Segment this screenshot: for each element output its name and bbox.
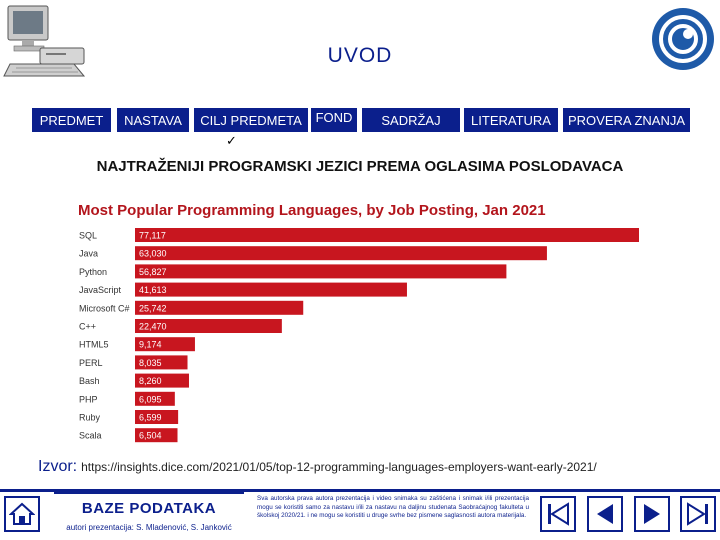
bar-value-label: 8,260 [139,376,162,387]
category-label: Ruby [79,412,101,423]
bar-value-label: 63,030 [139,248,167,259]
last-slide-icon [682,498,714,530]
nav-item-sadrzaj[interactable]: SADRŽAJ [362,108,460,132]
bar-value-label: 8,035 [139,357,162,368]
bar-value-label: 56,827 [139,266,167,277]
bar [135,228,639,242]
chart-title: Most Popular Programming Languages, by Job Posting, Jan 2021 [78,202,546,219]
bar-value-label: 77,117 [139,230,166,241]
bar-value-label: 22,470 [139,321,167,332]
next-slide-icon [636,498,668,530]
previous-slide-button[interactable] [587,496,623,532]
bar-value-label: 41,613 [139,285,167,296]
category-label: Java [79,248,99,259]
section-heading: NAJTRAŽENIJI PROGRAMSKI JEZICI PREMA OGLASIMA POSLODAVACA [96,158,624,175]
copyright-notice: Sva autorska prava autora prezentacija i video snimaka su zaštićena i snimak i/ili prezentacija mogu se koristiti samo za nastavu i/ili za nastavu na daljinu studenata Saobraćajnog fakulteta u školskoj 2020/21. i ne mogu se koristiti u druge svrhe bez pismene saglasnosti autora materijala. [257,495,529,520]
nav-item-nastava[interactable]: NASTAVA [117,108,189,132]
next-slide-button[interactable] [634,496,670,532]
bar-value-label: 9,174 [139,339,162,350]
bar [135,283,407,297]
nav-item-predmet[interactable]: PREDMET [32,108,111,132]
desktop-computer-icon [2,2,92,82]
category-label: Bash [79,376,100,387]
category-label: Python [79,266,108,277]
course-info [54,492,244,538]
active-check-icon: ✓ [226,133,237,148]
source-label: Izvor: [38,458,78,475]
home-button[interactable] [4,496,40,532]
first-slide-button[interactable] [540,496,576,532]
authors-text: autori prezentacija: S. Mladenović, S. Janković [66,523,232,532]
first-slide-icon [542,498,574,530]
bar-value-label: 6,599 [139,412,162,423]
bar-chart [76,225,646,445]
previous-slide-icon [589,498,621,530]
category-label: HTML5 [79,339,109,350]
last-slide-button[interactable] [680,496,716,532]
category-label: Microsoft C# [79,303,130,314]
category-label: C++ [79,321,97,332]
nav-item-literatura[interactable]: LITERATURA [464,108,558,132]
bar-value-label: 6,504 [139,430,162,441]
source-link[interactable]: https://insights.dice.com/2021/01/05/top-12-programming-languages-employers-want-early-2021/ [81,460,597,474]
category-label: PERL [79,357,103,368]
nav-item-provera-znanja[interactable]: PROVERA ZNANJA [563,108,690,132]
nav-item-fond[interactable]: FOND [311,108,357,132]
bar-value-label: 25,742 [139,303,167,314]
source-citation [38,458,597,476]
bar-value-label: 6,095 [139,394,162,405]
course-title: BAZE PODATAKA [81,500,217,517]
page-title: UVOD [327,44,393,67]
category-label: JavaScript [79,285,122,296]
bar [135,246,547,260]
bar [135,264,506,278]
home-icon [9,501,35,527]
category-label: Scala [79,430,102,441]
category-label: PHP [79,394,98,405]
category-label: SQL [79,230,98,241]
nav-item-cilj-predmeta[interactable]: CILJ PREDMETA [194,108,308,132]
